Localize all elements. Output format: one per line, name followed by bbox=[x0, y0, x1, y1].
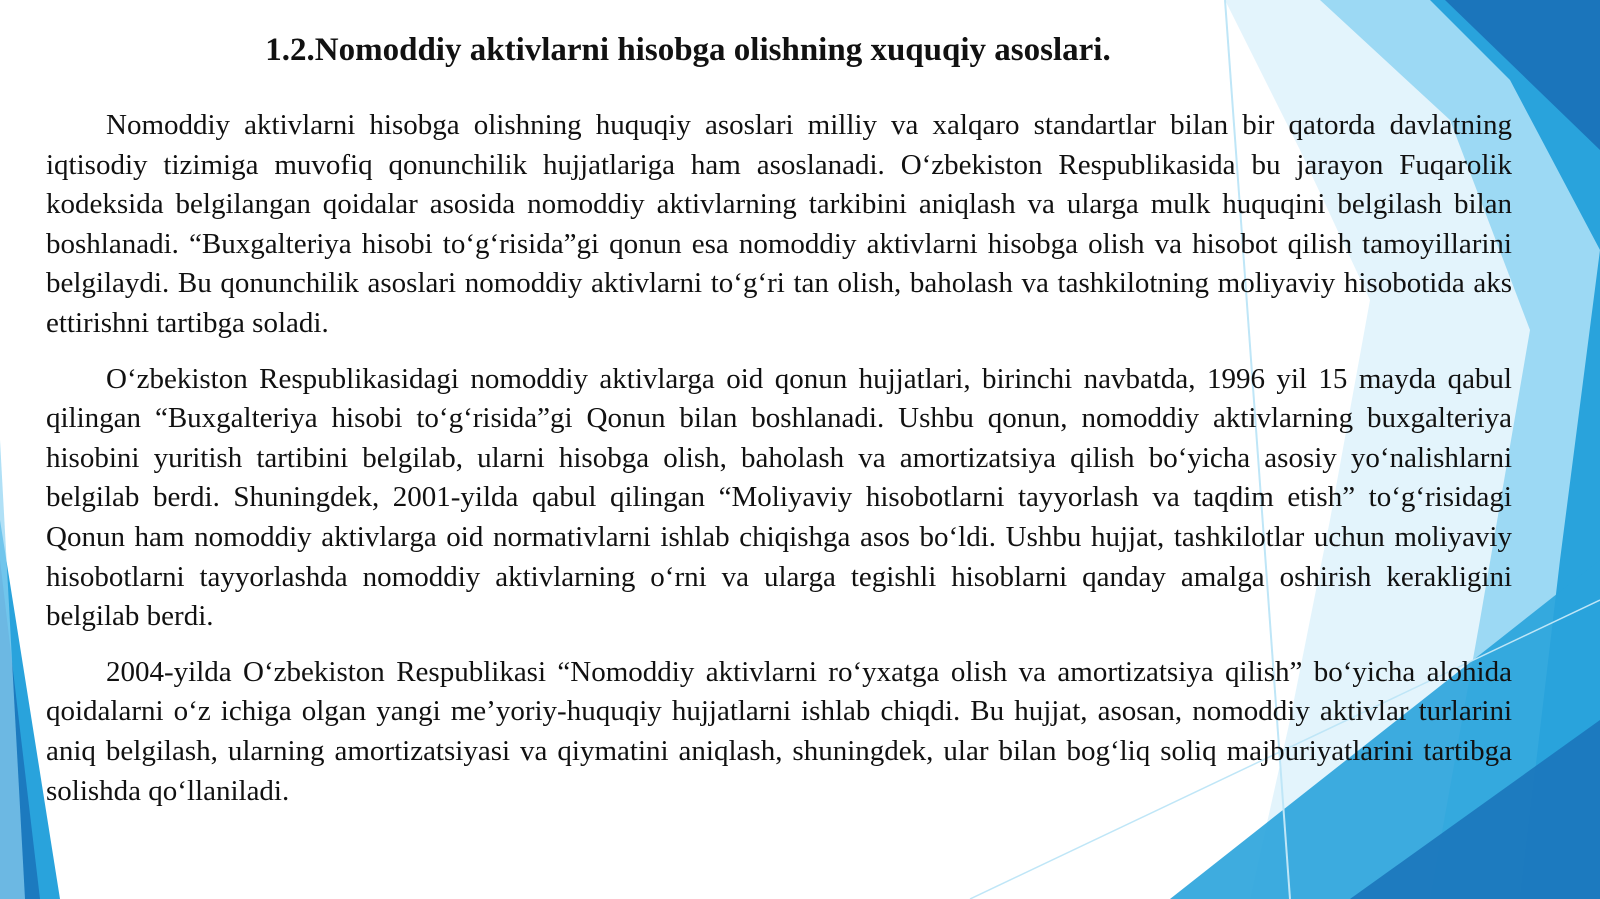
paragraph-2: O‘zbekiston Respublikasidagi nomoddiy aktivlarga oid qonun hujjatlari, birinchi navbatda, 1996 yil 15 mayda qabul qilingan “Buxgalteriya hisobi to‘g‘risida”gi Qonun bilan boshlanadi. Ushbu qonun, nomoddiy aktivlarning buxgalteriya hisobini yuritish tartibini belgilab, ularni hisobga olish, baholash va amortizatsiya qilish bo‘yicha asosiy yo‘nalishlarni belgilab berdi. Shuningdek, 2001-yilda qabul qilingan “Moliyaviy hisobotlarni tayyorlash va taqdim etish” to‘g‘risidagi Qonun ham nomoddiy aktivlarga oid normativlarni ishlab chiqishga asos bo‘ldi. Ushbu hujjat, tashkilotlar uchun moliyaviy hisobotlarni tayyorlashda nomoddiy aktivlarning o‘rni va ularga tegishli hisoblarni qanday amalga oshirish kerakligini belgilab berdi. bbox=[46, 362, 1512, 633]
slide-body bbox=[46, 106, 1512, 827]
paragraph-1: Nomoddiy aktivlarni hisobga olishning huquqiy asoslari milliy va xalqaro standartlar bilan bir qatorda davlatning iqtisodiy tizimiga muvofiq qonunchilik hujjatlariga ham asoslanadi. O‘zbekiston Respublikasida bu jarayon Fuqarolik kodeksida belgilangan qoidalar asosida nomoddiy aktivlarning tarkibini aniqlash va ularga mulk huquqini belgilash bilan boshlanadi. “Buxgalteriya hisobi to‘g‘risida”gi qonun esa nomoddiy aktivlarni hisobga olish va hisobot qilish tamoyillarini belgilaydi. Bu qonunchilik asoslari nomoddiy aktivlarni to‘g‘ri tan olish, baholash va tashkilotning moliyaviy hisobotida aks ettirishni tartibga soladi. bbox=[46, 109, 1512, 339]
paragraph-3: 2004-yilda O‘zbekiston Respublikasi “Nomoddiy aktivlarni ro‘yxatga olish va amortizatsiya qilish” bo‘yicha alohida qoidalarni o‘z ichiga olgan yangi me’yoriy-huquqiy hujjatlarni ishlab chiqdi. Bu hujjat, asosan, nomoddiy aktivlar turlarini aniq belgilash, ularning amortizatsiyasi va qiymatini aniqlash, shuningdek, ular bilan bog‘liq soliq majburiyatlarini tartibga solishda qo‘llaniladi. bbox=[46, 655, 1512, 807]
slide-title: 1.2.Nomoddiy aktivlarni hisobga olishning xuquqiy asoslari. bbox=[265, 32, 1111, 68]
